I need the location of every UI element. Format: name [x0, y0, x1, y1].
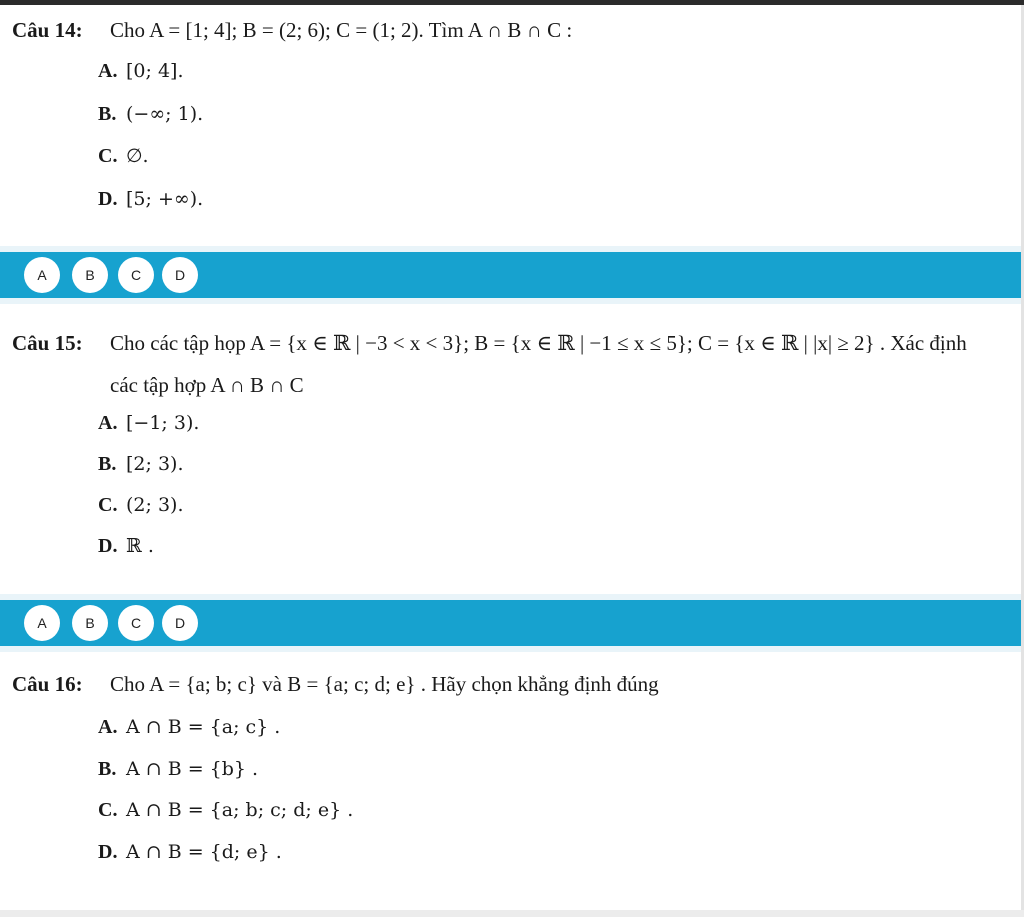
option-d — [98, 532, 154, 560]
option-value: (−∞; 1). — [126, 103, 204, 125]
option-c — [98, 491, 183, 519]
answer-bar — [0, 594, 1021, 652]
option-d — [98, 838, 282, 866]
question-header — [12, 670, 659, 698]
option-letter: B. — [98, 758, 117, 780]
option-letter: A. — [98, 60, 118, 82]
option-c — [98, 142, 149, 170]
option-letter: D. — [98, 841, 118, 863]
option-value: A ∩ B = {d; e} . — [126, 841, 282, 863]
question-prompt: Cho các tập họp A = {x ∈ ℝ | −3 < x < 3}; B = {x ∈ ℝ | −1 ≤ x ≤ 5}; C = {x ∈ ℝ | |x| ≥ 2} . Xác định — [110, 331, 967, 355]
option-letter: B. — [98, 453, 117, 475]
answer-bar — [0, 246, 1021, 304]
question-label: Câu 14: — [12, 18, 83, 42]
option-value: (2; 3). — [126, 494, 184, 516]
option-b — [98, 450, 183, 478]
option-value: [−1; 3). — [126, 412, 200, 434]
option-value: ∅. — [126, 145, 149, 167]
answer-button-c[interactable]: C — [118, 257, 154, 293]
option-value: A ∩ B = {b} . — [126, 758, 259, 780]
answer-button-b[interactable]: B — [72, 257, 108, 293]
option-value: [5; +∞). — [126, 188, 204, 210]
question-label: Câu 16: — [12, 672, 83, 696]
answer-button-d[interactable]: D — [162, 257, 198, 293]
answer-button-a[interactable]: A — [24, 257, 60, 293]
question-label: Câu 15: — [12, 331, 83, 355]
option-letter: A. — [98, 716, 118, 738]
option-a — [98, 713, 280, 741]
option-c — [98, 796, 353, 824]
option-letter: C. — [98, 494, 118, 516]
top-strip — [0, 0, 1024, 5]
answer-button-d[interactable]: D — [162, 605, 198, 641]
option-a — [98, 57, 183, 85]
bottom-divider — [0, 910, 1024, 917]
option-b — [98, 755, 258, 783]
option-value: A ∩ B = {a; c} . — [126, 716, 281, 738]
option-b — [98, 100, 203, 128]
option-value: ℝ . — [126, 535, 154, 557]
answer-button-a[interactable]: A — [24, 605, 60, 641]
option-letter: A. — [98, 412, 118, 434]
option-letter: D. — [98, 188, 118, 210]
option-value: [2; 3). — [126, 453, 184, 475]
question-prompt: Cho A = [1; 4]; B = (2; 6); C = (1; 2). Tìm A ∩ B ∩ C : — [110, 18, 573, 42]
question-header — [12, 16, 572, 44]
question-prompt: Cho A = {a; b; c} và B = {a; c; d; e} . Hãy chọn khẳng định đúng — [110, 672, 659, 696]
question-header — [12, 329, 967, 357]
option-value: A ∩ B = {a; b; c; d; e} . — [126, 799, 354, 821]
option-letter: C. — [98, 799, 118, 821]
answer-button-c[interactable]: C — [118, 605, 154, 641]
option-value: [0; 4]. — [126, 60, 184, 82]
option-letter: C. — [98, 145, 118, 167]
option-letter: D. — [98, 535, 118, 557]
option-a — [98, 409, 199, 437]
question-prompt-continued: các tập hợp A ∩ B ∩ C — [110, 373, 304, 397]
option-letter: B. — [98, 103, 117, 125]
option-d — [98, 185, 203, 213]
answer-button-b[interactable]: B — [72, 605, 108, 641]
